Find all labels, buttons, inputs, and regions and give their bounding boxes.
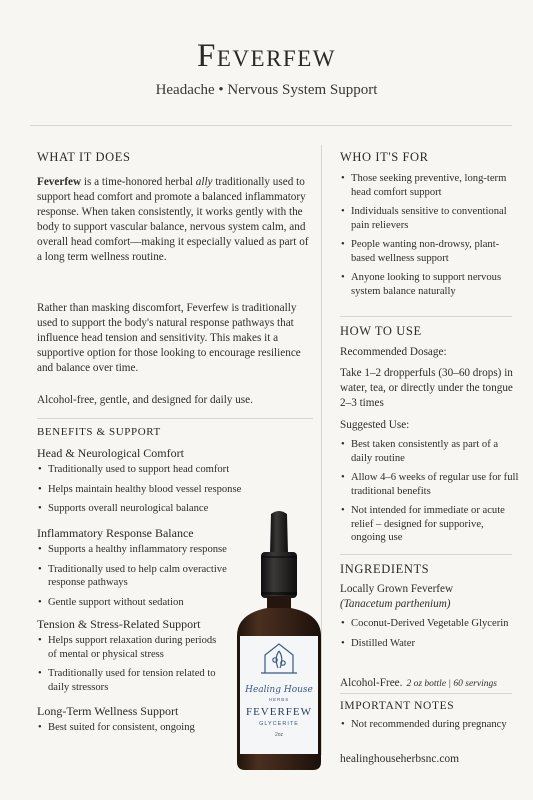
- bottle-product: FEVERFEW: [245, 706, 313, 718]
- list-item: • Not intended for immediate or acute relief – designed for supporive, ongoing use: [340, 504, 520, 545]
- alcohol-free-label: Alcohol-Free.: [340, 677, 403, 689]
- benefit-group-title: Head & Neurological Comfort: [37, 446, 184, 460]
- dropper-bulb: [270, 511, 288, 554]
- ingredients-footer: [340, 673, 520, 691]
- ingredients-divider: [340, 554, 512, 555]
- ingredients-list: [340, 617, 518, 656]
- product-bottle: [231, 510, 327, 772]
- list-item: • Traditionally used for tension related to daily stressors: [37, 667, 227, 694]
- who-for-heading: WHO IT'S FOR: [340, 150, 429, 164]
- list-item: • Coconut-Derived Vegetable Glycerin: [340, 617, 518, 631]
- benefit-group-list: [37, 543, 227, 615]
- website-link[interactable]: healinghouseherbsnc.com: [340, 753, 460, 765]
- list-item: • Those seeking preventive, long-term head comfort support: [340, 172, 518, 199]
- feverfew-lead: Feverfew: [37, 176, 82, 188]
- list-item: • Not recommended during pregnancy: [340, 718, 520, 732]
- bottle-size: 2 oz bottle | 60 servings: [406, 679, 497, 689]
- bottle-neck: [267, 596, 291, 608]
- bottle-brand: Healing House: [245, 685, 313, 695]
- benefit-group-list: [37, 721, 227, 741]
- page-title: Feverfew: [197, 38, 336, 74]
- list-item: • Supports overall neurological balance: [37, 502, 287, 516]
- list-item: • Helps maintain healthy blood vessel response: [37, 483, 287, 497]
- what-it-does-heading: WHAT IT DOES: [37, 150, 131, 164]
- what-it-does-paragraph-2: Rather than masking discomfort, Feverfew is traditionally used to support the body's natural response pathways that influence head tension and sensitivity. This makes it a supportive option for those looking to encourage resilience and balance over time.: [37, 302, 301, 374]
- benefit-group-list: [37, 634, 227, 700]
- notes-list: [340, 718, 520, 738]
- how-divider: [340, 316, 512, 317]
- list-item: • Traditionally used to help calm overactive response pathways: [37, 563, 227, 590]
- ingredients-heading: INGREDIENTS: [340, 562, 430, 576]
- list-item: • Traditionally used to support head comfort: [37, 463, 287, 477]
- list-item: • Gentle support without sedation: [37, 596, 227, 610]
- benefit-group-title: Inflammatory Response Balance: [37, 526, 194, 540]
- what-it-does-paragraph-3: Alcohol-free, gentle, and designed for daily use.: [37, 394, 253, 406]
- list-item: • Supports a healthy inflammatory response: [37, 543, 227, 557]
- dropper-collar: [261, 552, 297, 598]
- dosage-text: Take 1–2 dropperfuls (30–60 drops) in water, tea, or directly under the tongue 2–3 times: [340, 367, 513, 409]
- benefits-heading: BENEFITS & SUPPORT: [37, 426, 161, 438]
- notes-divider: [340, 693, 512, 694]
- benefits-divider: [37, 418, 313, 419]
- list-item: • Individuals sensitive to conventional pain relievers: [340, 205, 518, 232]
- dosage-label: Recommended Dosage:: [340, 346, 447, 358]
- benefit-group-title: Long-Term Wellness Support: [37, 704, 179, 718]
- ingredient-latin: (Tanacetum parthenium): [340, 598, 451, 610]
- what-it-does-paragraph-1: Feverfew is a time-honored herbal ally traditionally used to support head comfort and promote a balanced inflammatory response. When taken consistently, it works gently with the body to support vascular balance, nervous system calm, and overall head comfort—making it especially valued as part of a long term wellness routine.: [37, 176, 309, 263]
- bottle-size-label: 2oz: [274, 732, 284, 738]
- list-item: • Distilled Water: [340, 637, 518, 651]
- how-to-use-heading: HOW TO USE: [340, 324, 422, 338]
- list-item: • Allow 4–6 weeks of regular use for full traditional benefits: [340, 471, 520, 498]
- notes-heading: IMPORTANT NOTES: [340, 700, 455, 712]
- suggested-list: [340, 438, 520, 551]
- list-item: • People wanting non-drowsy, plant-based wellness support: [340, 238, 518, 265]
- ingredient-main: Locally Grown Feverfew: [340, 583, 454, 595]
- bottle-brand-sub: HERBS: [268, 697, 290, 702]
- list-item: • Best taken consistently as part of a daily routine: [340, 438, 520, 465]
- benefit-group-title: Tension & Stress-Related Support: [37, 617, 201, 631]
- header-divider: [30, 125, 512, 126]
- list-item: • Anyone looking to support nervous system balance naturally: [340, 271, 518, 298]
- suggested-label: Suggested Use:: [340, 419, 410, 431]
- list-item: • Best suited for consistent, ongoing: [37, 721, 227, 735]
- who-for-list: [340, 172, 518, 304]
- list-item: • Helps support relaxation during periods of mental or physical stress: [37, 634, 227, 661]
- page-subtitle: Headache • Nervous System Support: [155, 82, 378, 98]
- bottle-type: GLYCERITE: [259, 721, 299, 727]
